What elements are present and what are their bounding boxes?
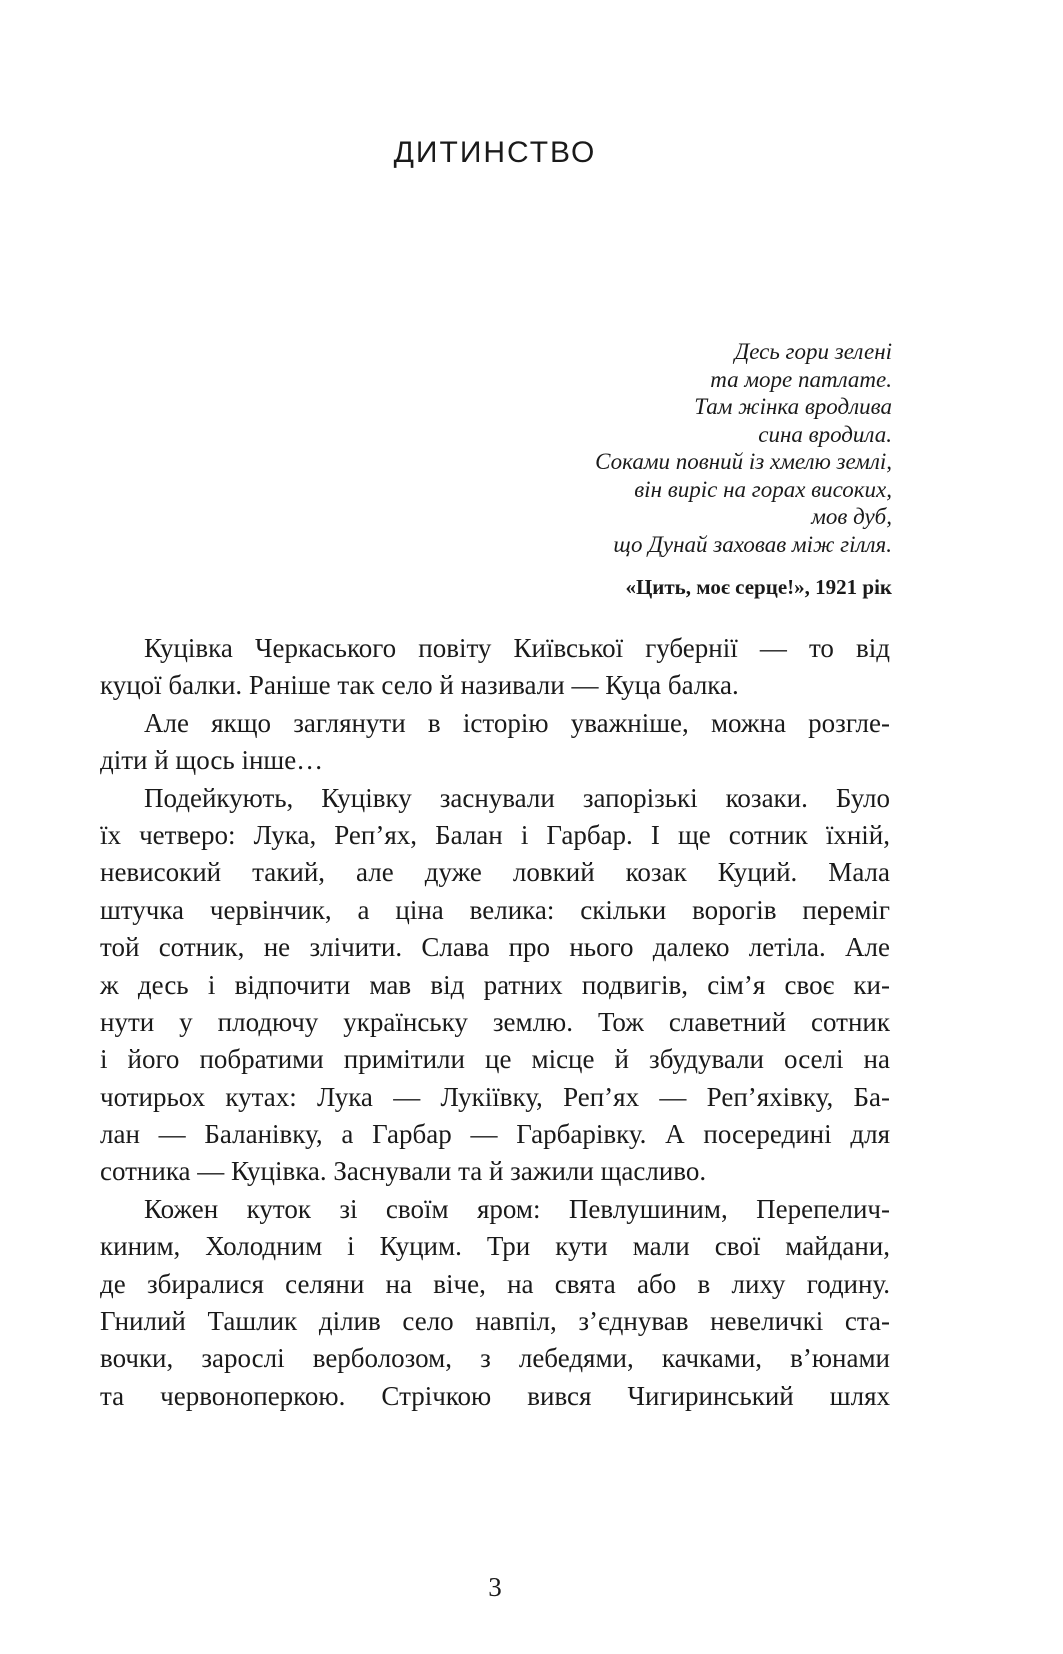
epigraph-line: Десь гори зелені [734, 339, 892, 364]
epigraph-line: сина вродила. [758, 421, 892, 447]
epigraph-line: мов дуб, [811, 504, 892, 529]
text-line: ж десь і відпочити мав від ратних подвигів, сім’я своє ки- [100, 969, 890, 1000]
text-line: нути у плодючу українську землю. Тож славетний сотник [100, 1006, 890, 1037]
text-line: киним, Холодним і Куцим. Три кути мали свої майдани, [100, 1231, 890, 1262]
epigraph-source: «Цить, моє серце!», 1921 рік [625, 575, 892, 599]
text-line: Гнилий Ташлик ділив село навпіл, з’єднував невеличкі ста- [100, 1306, 890, 1337]
text-line: вочки, зарослі верболозом, з лебедями, качками, в’юнами [100, 1343, 890, 1374]
text-line: невисокий такий, але дуже ловкий козак Куций. Мала [100, 857, 890, 888]
text-line: сотника — Куцівка. Заснували та й зажили щасливо. [100, 1156, 707, 1187]
text-line: де збиралися селяни на віче, на свята або в лиху годину. [100, 1268, 890, 1299]
page-number: 3 [488, 1572, 502, 1602]
epigraph-line: що Дунай заховав між гілля. [613, 531, 892, 557]
text-line: куцої балки. Раніше так село й називали — Куца балка. [100, 670, 739, 701]
text-line: Кожен куток зі своїм яром: Певлушиним, Перепелич- [144, 1193, 890, 1224]
chapter-title: ДИТИНСТВО [393, 136, 597, 169]
text-line: Подейкують, Куцівку заснували запорізькі козаки. Було [144, 782, 890, 813]
epigraph [400, 338, 892, 600]
text-line: Але якщо заглянути в історію уважніше, можна розгле- [144, 707, 890, 738]
body-text [100, 630, 890, 1415]
text-line: діти й щось інше… [100, 745, 324, 776]
text-line: чотирьох кутах: Лука — Лукіївку, Реп’ях — Реп’яхівку, Ба- [100, 1081, 890, 1112]
text-line: Куцівка Черкаського повіту Київської губернії — то від [144, 633, 890, 663]
epigraph-line: він виріс на горах високих, [634, 476, 892, 502]
text-line: і його побратими примітили це місце й збудували оселі на [100, 1044, 890, 1075]
epigraph-line: Там жінка вродлива [694, 394, 892, 419]
text-line: та червоноперкою. Стрічкою вився Чигиринський шлях [100, 1380, 890, 1411]
text-line: їх четверо: Лука, Реп’ях, Балан і Гарбар. І ще сотник їхній, [100, 819, 890, 850]
text-line: штучка червінчик, а ціна велика: скільки ворогів переміг [100, 894, 890, 925]
epigraph-line: та море патлате. [710, 366, 892, 392]
text-line: лан — Баланівку, а Гарбар — Гарбарівку. А посередині для [100, 1119, 890, 1150]
epigraph-line: Соками повний із хмелю землі, [595, 449, 892, 474]
text-line: той сотник, не злічити. Слава про нього далеко летіла. Але [100, 932, 890, 963]
